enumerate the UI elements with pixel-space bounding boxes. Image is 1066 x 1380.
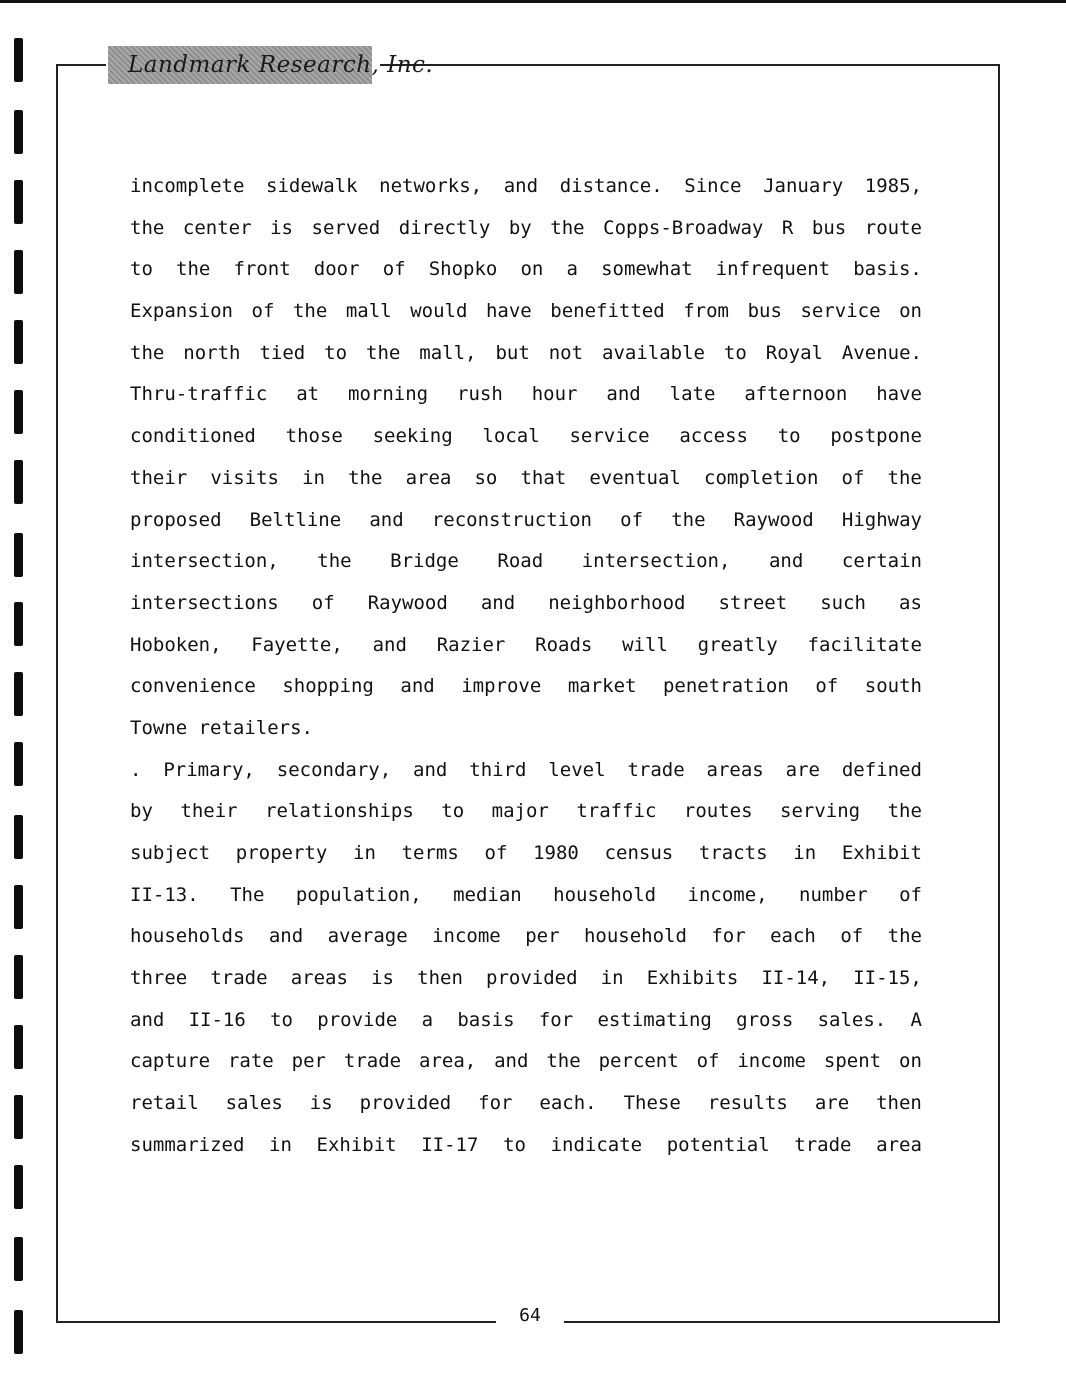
word: the [176, 258, 211, 281]
word: Hoboken, [130, 633, 222, 656]
word: relationships [265, 800, 414, 823]
word: those [285, 425, 343, 448]
word: proposed [130, 508, 222, 531]
word: improve [461, 675, 542, 698]
word: Royal [765, 341, 823, 364]
binder-hole [14, 250, 23, 294]
word: to [441, 800, 465, 823]
word: Expansion [130, 300, 233, 323]
text-line [130, 583, 922, 625]
word: of [382, 258, 406, 281]
word: served [311, 216, 381, 239]
word: results [707, 1092, 788, 1115]
word: Copps-Broadway [603, 216, 764, 239]
word: areas [290, 967, 348, 990]
word: will [622, 633, 668, 656]
word: tied [259, 341, 306, 364]
word: to [777, 425, 801, 448]
word: average [327, 925, 408, 948]
page-top-rule [0, 0, 1066, 3]
word: for [538, 1008, 574, 1031]
word: available [602, 341, 705, 364]
word: Since [684, 175, 742, 197]
word: summarized [130, 1133, 245, 1156]
word: tracts [698, 842, 768, 864]
word: late [669, 383, 716, 406]
binder-hole [14, 672, 23, 716]
text-line [130, 1125, 922, 1167]
word: front [233, 258, 291, 281]
word: and [503, 175, 539, 197]
text-line [130, 625, 922, 667]
word: spent [823, 1050, 882, 1073]
word: trade [343, 1050, 402, 1073]
word: a [566, 258, 578, 281]
word: Raywood [733, 508, 814, 531]
frame-bottom-left-rule [56, 1321, 496, 1323]
word: and [369, 508, 404, 531]
binder-hole [14, 742, 23, 786]
text-line [130, 1000, 922, 1042]
word: north [183, 341, 241, 364]
word: have [876, 383, 922, 406]
frame-top-right-rule [380, 64, 1000, 66]
word: in [302, 466, 325, 489]
word: Roads [535, 633, 593, 656]
word: census [604, 842, 674, 864]
word: Road [497, 550, 544, 573]
word: subject [130, 842, 211, 864]
word: population, [295, 883, 422, 906]
word: are [785, 758, 820, 781]
word: neighborhood [548, 591, 686, 614]
binder-hole [14, 815, 23, 859]
word: trade [627, 758, 685, 781]
word: visits [210, 466, 279, 489]
word: of [620, 508, 644, 531]
word: of [696, 1050, 720, 1073]
word: the [130, 216, 165, 239]
binder-hole [14, 1310, 23, 1354]
word: to [270, 1008, 293, 1031]
text-line [130, 1083, 922, 1125]
word: and [413, 758, 448, 781]
word: secondary, [276, 758, 392, 781]
word: by [508, 216, 532, 239]
word: access [679, 425, 748, 448]
word: II-15, [853, 967, 922, 990]
word: and [130, 1008, 165, 1031]
word: in [793, 842, 817, 864]
word: certain [841, 550, 922, 573]
binder-hole [14, 1237, 23, 1281]
word: the [130, 341, 165, 364]
word: but [495, 341, 530, 364]
word: of [251, 300, 275, 323]
word: gross [736, 1008, 794, 1031]
word: their [130, 466, 188, 489]
word: Exhibit [316, 1133, 397, 1156]
word: A [910, 1008, 922, 1031]
word: and [480, 591, 516, 614]
word: II-14, [761, 967, 831, 990]
word: Shopko [428, 258, 498, 281]
word: provided [486, 967, 578, 990]
word: to [503, 1133, 526, 1156]
text-line [130, 833, 922, 875]
word: service [800, 300, 881, 323]
word: shopping [282, 675, 374, 698]
word: a [421, 1008, 434, 1031]
word: morning [348, 383, 429, 406]
word: and [768, 550, 804, 573]
word: mall [345, 300, 392, 323]
word: for [711, 925, 746, 948]
word: reconstruction [431, 508, 592, 531]
text-line [130, 958, 922, 1000]
word: retail [130, 1092, 199, 1115]
word: center [182, 216, 252, 239]
word: of [311, 591, 335, 614]
word: area, [419, 1050, 477, 1073]
word: intersection, [581, 550, 731, 573]
word: traffic [576, 800, 657, 823]
word: facilitate [807, 633, 922, 656]
word: Raywood [367, 591, 448, 614]
word: Beltline [249, 508, 342, 531]
word: directly [398, 216, 491, 239]
word: south [864, 675, 922, 698]
text-line [130, 374, 922, 416]
company-logo [108, 46, 434, 84]
word: intersections [130, 591, 279, 614]
word: then [876, 1092, 922, 1115]
word: incomplete [130, 175, 245, 197]
word: mall, [419, 341, 477, 364]
word: infrequent [715, 258, 831, 281]
word: would [410, 300, 468, 323]
binder-hole [14, 180, 23, 224]
text-line [130, 541, 922, 583]
word: in [269, 1133, 292, 1156]
word: to [130, 258, 153, 281]
binder-hole [14, 1095, 23, 1139]
word: per [291, 1050, 326, 1073]
binder-hole [14, 460, 23, 504]
word: of [484, 842, 508, 864]
word: then [417, 967, 463, 990]
word: is [371, 967, 394, 990]
word: the [887, 925, 922, 948]
binder-hole [14, 390, 23, 434]
word: service [569, 425, 650, 448]
word: income [432, 925, 501, 948]
word: is [270, 216, 293, 239]
word: to [324, 341, 348, 364]
word: Razier [436, 633, 506, 656]
word: areas [706, 758, 764, 781]
word: market [567, 675, 637, 698]
word: the [887, 800, 922, 823]
word: defined [841, 758, 922, 781]
frame-top-left-rule [56, 64, 106, 66]
word: are [814, 1092, 850, 1115]
binder-hole [14, 1025, 23, 1069]
word: major [491, 800, 549, 823]
word: sales. [817, 1008, 887, 1031]
word: Towne [130, 716, 188, 739]
word: eventual [589, 466, 681, 489]
word: the [671, 508, 706, 531]
word: income, [687, 883, 768, 906]
text-line [130, 249, 922, 291]
text-line [130, 416, 922, 458]
word: level [548, 758, 606, 781]
word: Primary, [163, 758, 255, 781]
word: have [485, 300, 532, 323]
binder-hole [14, 885, 23, 929]
word: and [494, 1050, 529, 1073]
word: of [815, 675, 839, 698]
text-line [130, 791, 922, 833]
word: Exhibit [841, 842, 922, 864]
binder-hole [14, 38, 23, 82]
word: percent [598, 1050, 679, 1073]
word: II-16 [188, 1008, 246, 1031]
binder-hole [14, 602, 23, 646]
word: household [583, 925, 687, 948]
word: . [130, 758, 142, 781]
word: Thru-traffic [130, 383, 268, 406]
text-line [130, 333, 922, 375]
word: 1985, [864, 175, 922, 197]
text-line [130, 458, 922, 500]
word: area [876, 1133, 922, 1156]
word: retailers. [198, 716, 313, 739]
word: so [474, 466, 498, 489]
word: income [737, 1050, 806, 1073]
word: three [130, 967, 188, 990]
word: households [130, 925, 245, 948]
word: hour [531, 383, 578, 406]
word: provided [359, 1092, 452, 1115]
word: of [840, 925, 864, 948]
word: Bridge [390, 550, 459, 573]
word: sales [225, 1092, 283, 1115]
word: the [550, 216, 585, 239]
word: route [864, 216, 922, 239]
word: from [683, 300, 729, 323]
word: postpone [830, 425, 922, 448]
word: serving [780, 800, 861, 823]
word: at [296, 383, 320, 406]
word: is [309, 1092, 333, 1115]
word: of [899, 883, 922, 906]
word: third [469, 758, 527, 781]
word: number [799, 883, 868, 906]
binder-hole [14, 320, 23, 364]
text-line [130, 875, 922, 917]
word: median [453, 883, 522, 906]
word: rush [457, 383, 503, 406]
word: Exhibits [646, 967, 739, 990]
word: rate [227, 1050, 274, 1073]
word: that [520, 466, 567, 489]
text-line [130, 500, 922, 542]
binder-hole [14, 110, 23, 154]
text-line [130, 708, 922, 750]
word: trade [210, 967, 268, 990]
word: Highway [841, 508, 922, 531]
word: The [230, 883, 265, 906]
word: somewhat [601, 258, 693, 281]
word: property [235, 842, 328, 864]
word: the [317, 550, 352, 573]
word: and [372, 633, 407, 656]
word: by [130, 800, 153, 823]
word: on [899, 300, 922, 323]
text-line [130, 666, 922, 708]
binder-hole-strip [14, 0, 30, 1380]
body-text [130, 166, 922, 1167]
word: routes [683, 800, 753, 823]
word: January [763, 175, 844, 197]
word: Fayette, [251, 633, 343, 656]
word: estimating [597, 1008, 712, 1031]
word: II-17 [421, 1133, 479, 1156]
text-line [130, 166, 922, 208]
word: indicate [550, 1133, 643, 1156]
word: each [770, 925, 816, 948]
word: II-13. [130, 883, 199, 906]
word: the [546, 1050, 581, 1073]
word: completion [704, 466, 819, 489]
word: as [899, 591, 922, 614]
word: the [292, 300, 328, 323]
word: their [180, 800, 238, 823]
word: of [841, 466, 865, 489]
word: the [366, 341, 401, 364]
word: convenience [130, 675, 256, 698]
word: distance. [559, 175, 663, 197]
word: and [268, 925, 304, 948]
word: bus [811, 216, 847, 239]
word: such [820, 591, 866, 614]
word: Avenue. [841, 341, 922, 364]
word: door [313, 258, 360, 281]
word: provide [317, 1008, 398, 1031]
word: penetration [662, 675, 789, 698]
word: and [606, 383, 641, 406]
word: not [548, 341, 584, 364]
word: in [600, 967, 624, 990]
binder-hole [14, 1165, 23, 1209]
binder-hole [14, 955, 23, 999]
word: basis. [853, 258, 922, 281]
word: trade [794, 1133, 852, 1156]
text-line [130, 208, 922, 250]
word: to [723, 341, 747, 364]
logo-text: Landmark Research, Inc. [128, 52, 434, 78]
word: conditioned [130, 425, 256, 448]
word: on [899, 1050, 922, 1073]
word: the [348, 466, 383, 489]
binder-hole [14, 533, 23, 577]
word: and [400, 675, 435, 698]
word: greatly [697, 633, 778, 656]
text-line [130, 916, 922, 958]
word: basis [457, 1008, 515, 1031]
word: afternoon [744, 383, 848, 406]
word: These [623, 1092, 681, 1115]
word: intersection, [130, 550, 279, 573]
word: networks, [379, 175, 483, 197]
word: street [718, 591, 788, 614]
word: for [478, 1092, 513, 1115]
word: on [520, 258, 544, 281]
word: seeking [372, 425, 453, 448]
word: area [405, 466, 452, 489]
word: household [553, 883, 657, 906]
word: local [482, 425, 540, 448]
word: benefitted [550, 300, 665, 323]
word: bus [747, 300, 782, 323]
text-line [130, 1041, 922, 1083]
word: 1980 [533, 842, 579, 864]
text-line [130, 291, 922, 333]
page-number: 64 [519, 1305, 541, 1326]
frame-bottom-right-rule [564, 1321, 1000, 1323]
word: terms [401, 842, 459, 864]
word: sidewalk [266, 175, 358, 197]
word: in [353, 842, 376, 864]
word: the [887, 466, 922, 489]
word: potential [666, 1133, 770, 1156]
word: per [525, 925, 560, 948]
text-line [130, 750, 922, 792]
word: each. [539, 1092, 597, 1115]
word: R [781, 216, 794, 239]
word: capture [130, 1050, 211, 1073]
